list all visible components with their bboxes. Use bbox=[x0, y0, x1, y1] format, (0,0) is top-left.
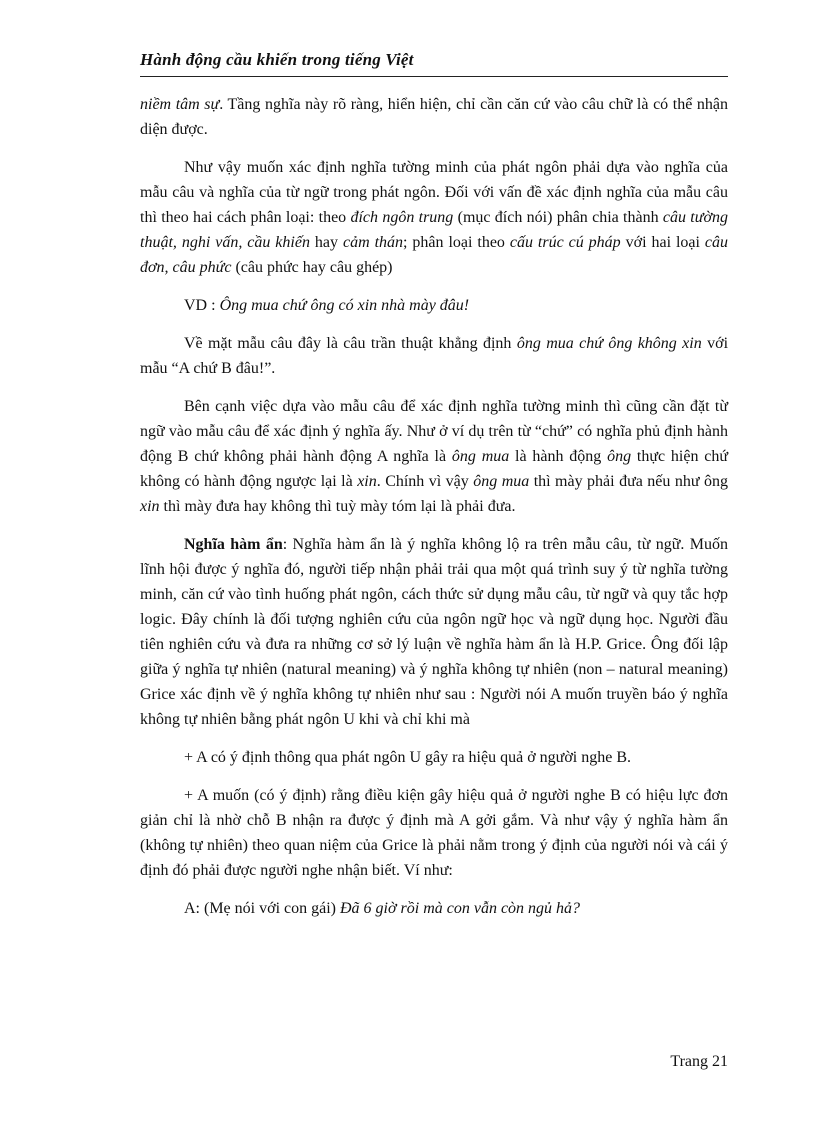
paragraph-example bbox=[140, 293, 728, 318]
header-rule bbox=[140, 76, 728, 77]
text-run: Về mặt mẫu câu đây là câu trần thuật khẳng định bbox=[184, 335, 517, 352]
paragraph-1 bbox=[140, 92, 728, 142]
text-run: với hai loại bbox=[620, 234, 705, 251]
italic-text: ông mua bbox=[451, 448, 510, 465]
paragraph-condition-1 bbox=[140, 745, 728, 770]
italic-text: xin bbox=[357, 473, 377, 490]
page-body bbox=[140, 92, 728, 934]
text-run: . Chính vì vậy bbox=[376, 473, 474, 490]
text-run: thì mày phải đưa nếu như ông bbox=[529, 473, 728, 490]
italic-text: câu tường thuật, nghi vấn, cầu khiến bbox=[140, 209, 729, 251]
text-run: ; phân loại theo bbox=[403, 234, 510, 251]
italic-text: xin bbox=[140, 498, 160, 515]
page-number: Trang 21 bbox=[670, 1053, 728, 1070]
text-run: (câu phức hay câu ghép) bbox=[231, 259, 393, 276]
text-run: hay bbox=[309, 234, 343, 251]
italic-text: cảm thán bbox=[342, 234, 404, 251]
italic-text: đích ngôn trung bbox=[350, 209, 454, 226]
italic-text: Ông mua chứ ông có xin nhà mày đâu! bbox=[219, 297, 470, 314]
text-run: + A muốn (có ý định) rằng điều kiện gây hiệu quả ở người nghe B có hiệu lực đơn giản chỉ là nhờ chỗ B nhận ra được ý định mà A gởi gắm. Và như vậy ý nghĩa hàm ẩn (không tự nhiên) theo quan niệm của Grice là phải nằm trong ý định của người nói và cái ý định đó phải được người nghe nhận biết. Ví như: bbox=[140, 787, 728, 879]
italic-text: Đã 6 giờ rồi mà con vẫn còn ngủ hả? bbox=[339, 900, 581, 917]
paragraph-dialogue-a bbox=[140, 896, 728, 921]
italic-text: niềm tâm sự bbox=[140, 96, 220, 113]
text-run: Bên cạnh việc dựa vào mẫu câu để xác định nghĩa tường minh thì cũng cần đặt từ ngữ vào mẫu câu để xác định ý nghĩa ấy. Như ở ví dụ trên từ “chứ” có nghĩa phủ định hành động B chứ không phải hành động A nghĩa là bbox=[140, 398, 728, 465]
italic-text: ông mua chứ ông không xin bbox=[516, 335, 702, 352]
paragraph-3 bbox=[140, 331, 728, 381]
italic-text: ông mua bbox=[473, 473, 530, 490]
text-run: + A có ý định thông qua phát ngôn U gây ra hiệu quả ở người nghe B. bbox=[184, 749, 631, 766]
paragraph-condition-2 bbox=[140, 783, 728, 883]
italic-text: cấu trúc cú pháp bbox=[509, 234, 621, 251]
text-run: thì mày đưa hay không thì tuỳ mày tóm lại là phải đưa. bbox=[159, 498, 516, 515]
paragraph-4 bbox=[140, 394, 728, 519]
italic-text: câu đơn, câu phức bbox=[140, 234, 729, 276]
text-run: thực hiện chứ không có hành động ngược lại là bbox=[140, 448, 729, 490]
paragraph-implicit-meaning bbox=[140, 532, 728, 732]
bold-term: Nghĩa hàm ẩn bbox=[184, 536, 283, 553]
text-run: . Tầng nghĩa này rõ ràng, hiển hiện, chỉ cần căn cứ vào câu chữ là có thể nhận diện được. bbox=[140, 96, 728, 138]
text-run: với mẫu “A chứ B đâu!”. bbox=[140, 335, 729, 377]
text-run: VD : bbox=[184, 297, 220, 314]
running-header: Hành động cầu khiến trong tiếng Việt bbox=[140, 50, 414, 69]
text-run: (mục đích nói) phân chia thành bbox=[453, 209, 663, 226]
text-run: A: (Mẹ nói với con gái) bbox=[184, 900, 340, 917]
text-run: là hành động bbox=[509, 448, 608, 465]
text-run: Như vậy muốn xác định nghĩa tường minh của phát ngôn phải dựa vào nghĩa của mẫu câu và nghĩa của từ ngữ trong phát ngôn. Đối với vấn đề xác định nghĩa của mẫu câu thì theo hai cách phân loại: theo bbox=[140, 159, 728, 226]
paragraph-2 bbox=[140, 155, 728, 280]
italic-text: ông bbox=[607, 448, 632, 465]
text-run: : Nghĩa hàm ẩn là ý nghĩa không lộ ra trên mẫu câu, từ ngữ. Muốn lĩnh hội được ý nghĩa đó, người tiếp nhận phải trải qua một quá trình suy ý từ nghĩa tường minh, căn cứ vào tình huống phát ngôn, cách thức sử dụng mẫu câu, từ ngữ và quy tắc hợp logic. Đây chính là đối tượng nghiên cứu của ngôn ngữ học và ngữ dụng học. Người đầu tiên nghiên cứu và đưa ra những cơ sở lý luận về nghĩa hàm ẩn là H.P. Grice. Ông đối lập giữa ý nghĩa tự nhiên (natural meaning) và ý nghĩa không tự nhiên (non – natural meaning) Grice xác định về ý nghĩa không tự nhiên như sau : Người nói A muốn truyền báo ý nghĩa không tự nhiên bằng phát ngôn U khi và chỉ khi mà bbox=[140, 536, 728, 728]
